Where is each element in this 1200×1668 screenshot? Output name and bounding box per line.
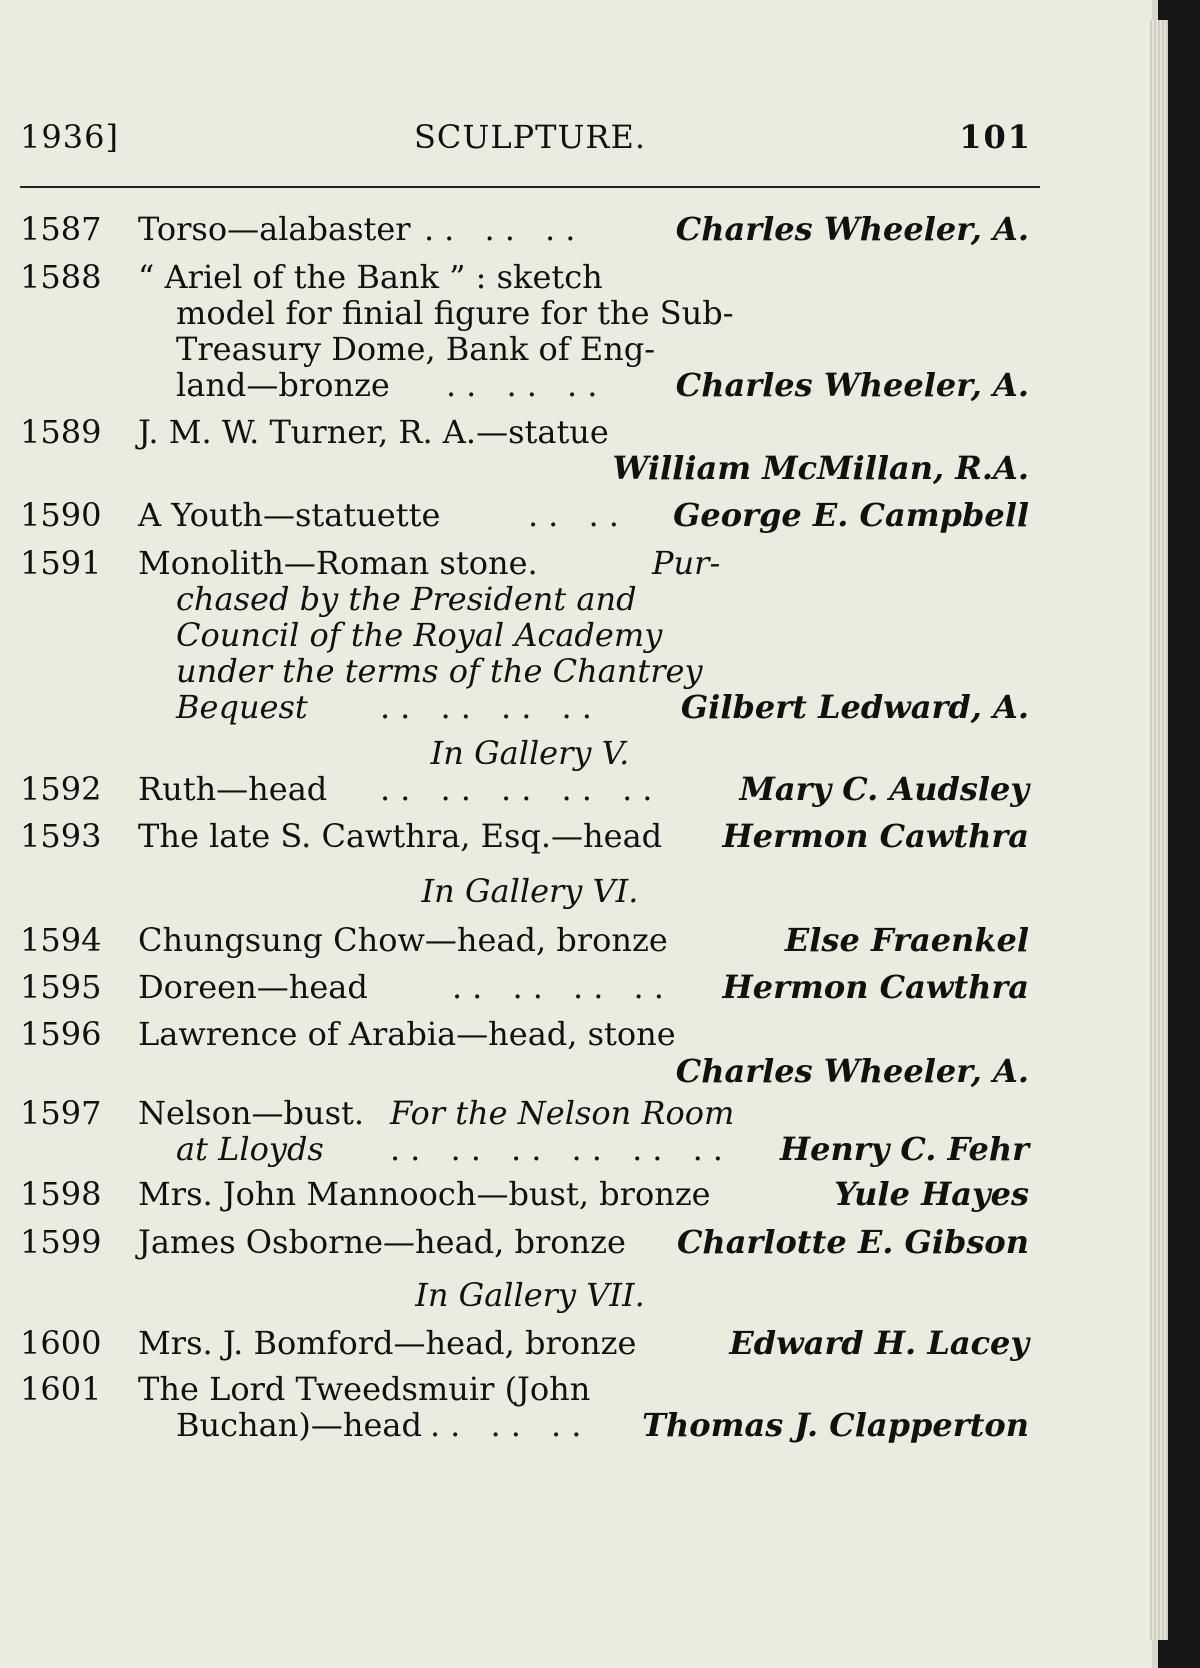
entry-author: Charles Wheeler, A. xyxy=(675,1052,1029,1090)
entry-number: 1599 xyxy=(20,1223,102,1261)
leader-dots: .. .. .. xyxy=(430,1406,592,1444)
leader-dots: .. .. xyxy=(528,496,629,534)
entry-author: Charlotte E. Gibson xyxy=(676,1223,1029,1261)
entry-title: A Youth—statuette xyxy=(138,496,441,534)
entry-number: 1600 xyxy=(20,1324,102,1362)
leader-dots: .. .. .. xyxy=(424,210,586,248)
leader-dots: .. .. .. xyxy=(446,366,608,404)
entry-title-cont: model for finial figure for the Sub- xyxy=(176,294,734,332)
entry-number: 1589 xyxy=(20,413,102,451)
entry-author: Edward H. Lacey xyxy=(729,1324,1029,1362)
entry-number: 1597 xyxy=(20,1094,102,1132)
entry-note-cont: under the terms of the Chantrey xyxy=(176,652,703,690)
entry-author: Else Fraenkel xyxy=(784,921,1029,959)
entry-author: Mary C. Audsley xyxy=(739,770,1029,808)
entry-author: Thomas J. Clapperton xyxy=(642,1406,1029,1444)
entry-title: Doreen—head xyxy=(138,968,368,1006)
entry-note: For the Nelson Room xyxy=(390,1094,735,1132)
entry-note: Pur- xyxy=(652,544,721,582)
header-rule xyxy=(20,186,1040,188)
entry-title: Lawrence of Arabia—head, stone xyxy=(138,1015,676,1053)
entry-title: Torso—alabaster xyxy=(138,210,411,248)
entry-number: 1598 xyxy=(20,1175,102,1213)
entry-author: George E. Campbell xyxy=(673,496,1029,534)
entry-number: 1601 xyxy=(20,1370,102,1408)
header-year: 1936] xyxy=(20,118,119,156)
entry-title: The late S. Cawthra, Esq.—head xyxy=(138,817,663,855)
entry-author: Charles Wheeler, A. xyxy=(675,210,1029,248)
entry-author: Hermon Cawthra xyxy=(722,817,1029,855)
entry-title: Mrs. John Mannooch—bust, bronze xyxy=(138,1175,711,1213)
entry-note-cont: Bequest xyxy=(176,688,308,726)
entry-number: 1595 xyxy=(20,968,102,1006)
leader-dots: .. .. .. .. xyxy=(380,688,602,726)
entry-number: 1590 xyxy=(20,496,102,534)
entry-title-cont: Buchan)—head xyxy=(176,1406,422,1444)
entry-number: 1587 xyxy=(20,210,102,248)
entry-title-cont: land—bronze xyxy=(176,366,390,404)
entry-note-cont: Council of the Royal Academy xyxy=(176,616,663,654)
gallery-heading: In Gallery VII. xyxy=(415,1276,645,1314)
entry-title-cont: Treasury Dome, Bank of Eng- xyxy=(176,330,656,368)
entry-number: 1591 xyxy=(20,544,102,582)
entry-number: 1596 xyxy=(20,1015,102,1053)
leader-dots: .. .. .. .. .. xyxy=(380,770,663,808)
entry-title: Chungsung Chow—head, bronze xyxy=(138,921,668,959)
entry-title: Monolith—Roman stone. xyxy=(138,544,538,582)
page-edge xyxy=(1150,20,1168,1640)
entry-author: Charles Wheeler, A. xyxy=(675,366,1029,404)
entry-title: The Lord Tweedsmuir (John xyxy=(138,1370,591,1408)
gallery-heading: In Gallery VI. xyxy=(421,872,639,910)
page-number: 101 xyxy=(959,118,1032,156)
entry-number: 1594 xyxy=(20,921,102,959)
entry-number: 1588 xyxy=(20,258,102,296)
entry-author: Yule Hayes xyxy=(834,1175,1029,1213)
entry-author: Hermon Cawthra xyxy=(722,968,1029,1006)
entry-author: William McMillan, R.A. xyxy=(612,449,1029,487)
entry-author: Gilbert Ledward, A. xyxy=(680,688,1029,726)
gallery-heading: In Gallery V. xyxy=(430,734,630,772)
entry-title: Mrs. J. Bomford—head, bronze xyxy=(138,1324,637,1362)
entry-title: “ Ariel of the Bank ” : sketch xyxy=(138,258,603,296)
entry-title: Nelson—bust. xyxy=(138,1094,365,1132)
leader-dots: .. .. .. .. xyxy=(452,968,674,1006)
entry-note-cont: chased by the President and xyxy=(176,580,637,618)
entry-note-cont: at Lloyds xyxy=(176,1130,324,1168)
entry-author: Henry C. Fehr xyxy=(779,1130,1029,1168)
entry-title: J. M. W. Turner, R. A.—statue xyxy=(138,413,609,451)
entry-number: 1592 xyxy=(20,770,102,808)
entry-number: 1593 xyxy=(20,817,102,855)
leader-dots: .. .. .. .. .. .. xyxy=(390,1130,733,1168)
entry-title: James Osborne—head, bronze xyxy=(138,1223,626,1261)
header-title: SCULPTURE. xyxy=(413,118,647,156)
entry-title: Ruth—head xyxy=(138,770,328,808)
